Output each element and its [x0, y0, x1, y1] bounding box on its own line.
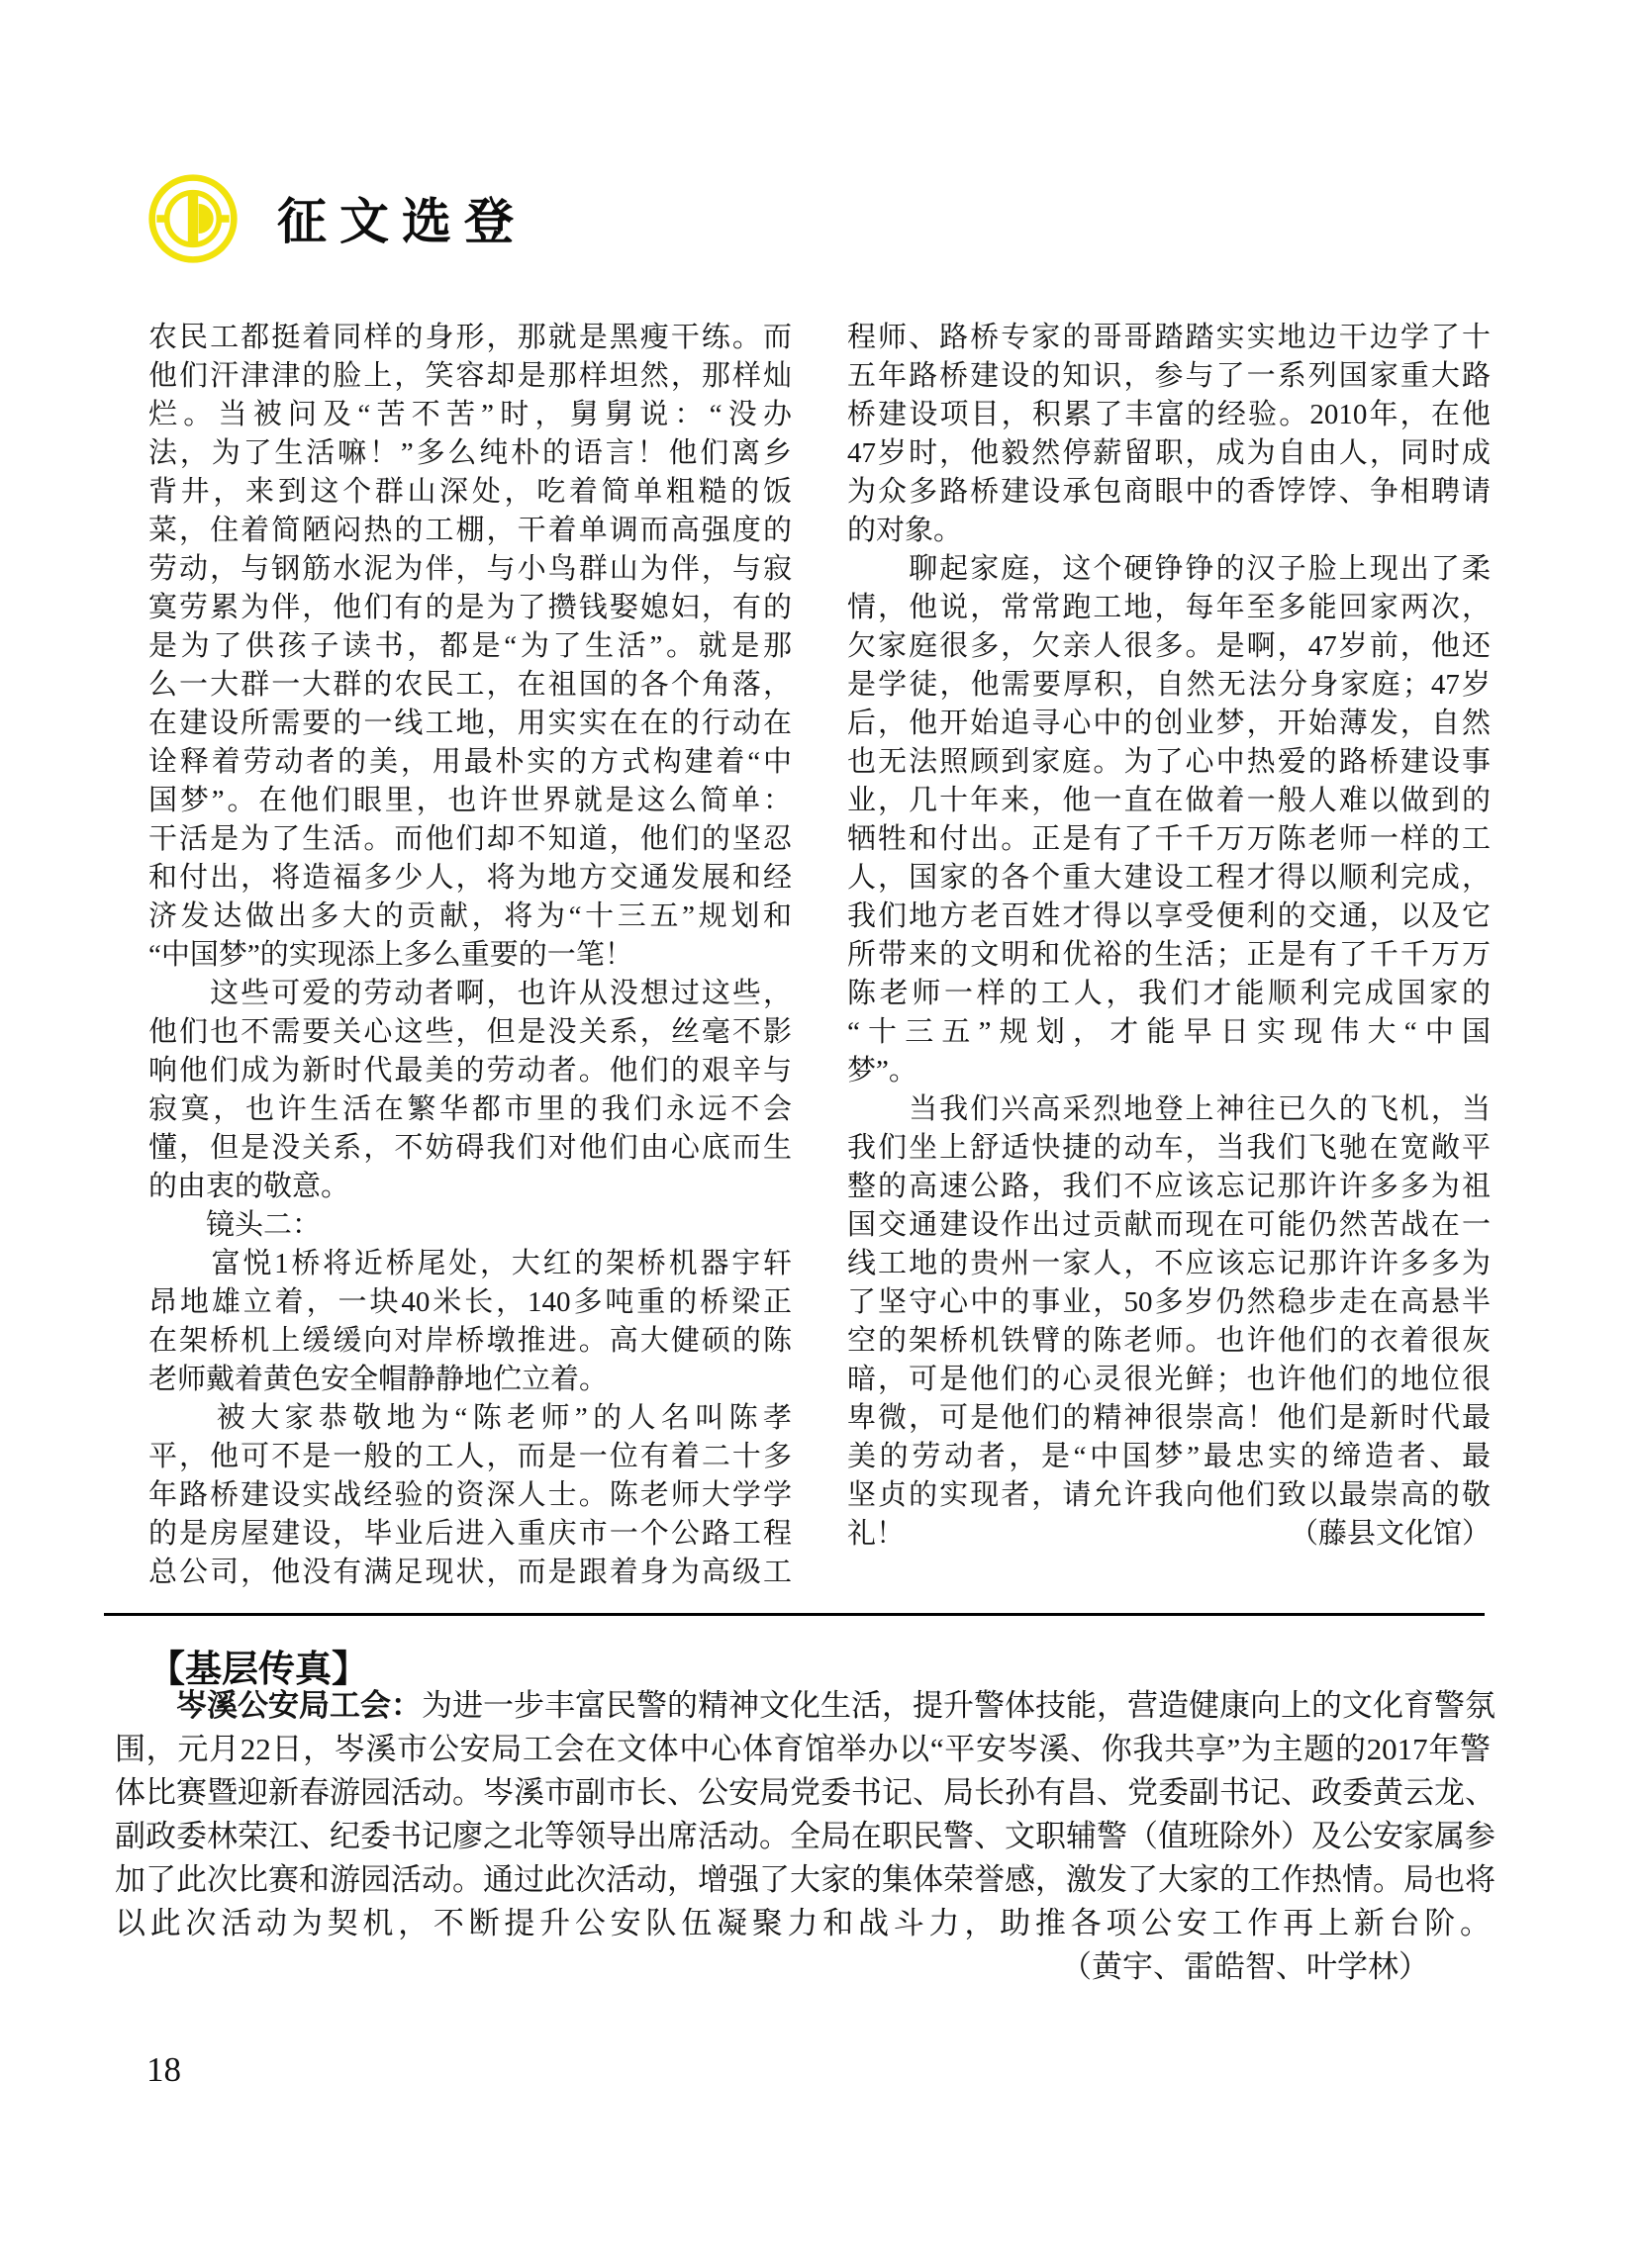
text-line: 的是房屋建设，毕业后进入重庆市一个公路工程: [148, 1518, 792, 1550]
section-lines: [115, 1728, 1495, 1945]
article-right-column: [847, 319, 1491, 1592]
text-line: 围，元月22日，岑溪市公安局工会在文体中心体育馆举办以“平安岑溪、你我共享”为主题的2017年警: [115, 1732, 1491, 1766]
text-line: 济发达做出多大的贡献，将为“十三五”规划和: [148, 900, 792, 932]
text-line: 响他们成为新时代最美的劳动者。他们的艰辛与: [148, 1055, 792, 1087]
text-line: 是学徒，他需要厚积，自然无法分身家庭；47岁: [847, 669, 1491, 701]
text-line: 牺牲和付出。正是有了千千万万陈老师一样的工: [847, 823, 1491, 855]
text-line: 烂。当被问及“苦不苦”时，舅舅说：“没办: [148, 399, 792, 430]
text-line: 诠释着劳动者的美，用最朴实的方式构建着“中: [148, 746, 792, 778]
section-divider: [104, 1613, 1485, 1616]
text-line: 被大家恭敬地为“陈老师”的人名叫陈孝: [148, 1402, 792, 1434]
text-line: 情，他说，常常跑工地，每年至多能回家两次，: [847, 592, 1491, 623]
text-line: 以此次活动为契机，不断提升公安队伍凝聚力和战斗力，助推各项公安工作再上新台阶。: [115, 1906, 1491, 1940]
text-line: 卑微，可是他们的精神很崇高！他们是新时代最: [847, 1402, 1491, 1434]
text-line: 么一大群一大群的农民工，在祖国的各个角落，: [148, 669, 792, 701]
paragraph: [148, 1399, 792, 1592]
text-line: 当我们兴高采烈地登上神往已久的飞机，当: [847, 1093, 1491, 1125]
paragraph: [148, 975, 792, 1206]
text-line: 所带来的文明和优裕的生活；正是有了千千万万: [847, 939, 1491, 971]
text-line: 他们汗津津的脸上，笑容却是那样坦然，那样灿: [148, 360, 792, 392]
text-line: “中国梦”的实现添上多么重要的一笔！: [148, 939, 633, 971]
text-line: 聊起家庭，这个硬铮铮的汉子脸上现出了柔: [847, 553, 1491, 585]
text-line: 昂地雄立着，一块40米长，140多吨重的桥梁正: [148, 1286, 792, 1318]
text-line: 农民工都挺着同样的身形，那就是黑瘦干练。而: [148, 322, 792, 353]
article-closing-line: [847, 1515, 1491, 1554]
section-body: [115, 1684, 1495, 1989]
paragraph: [847, 1090, 1491, 1515]
text-line: 我们地方老百姓才得以享受便利的交通，以及它: [847, 900, 1491, 932]
article-body: [148, 319, 1491, 1592]
text-line: 整的高速公路，我们不应该忘记那许许多多为祖: [847, 1171, 1491, 1202]
text-line: 空的架桥机铁臂的陈老师。也许他们的衣着很灰: [847, 1325, 1491, 1357]
section-lead-bold: 岑溪公安局工会：: [115, 1688, 422, 1723]
text-line: 寞劳累为伴，他们有的是为了攒钱娶媳妇，有的: [148, 592, 792, 623]
text-line: 加了此次比赛和游园活动。通过此次活动，增强了大家的集体荣誉感，激发了大家的工作热情。局也将: [115, 1862, 1495, 1897]
text-line: 了坚守心中的事业，50多岁仍然稳步走在高悬半: [847, 1286, 1491, 1318]
text-line: 人，国家的各个重大建设工程才得以顺利完成，: [847, 862, 1491, 894]
section-lead-line: [115, 1684, 1495, 1728]
section-lead-rest: 为进一步丰富民警的精神文化生活，提升警体技能，营造健康向上的文化育警氛: [422, 1688, 1495, 1723]
text-line: 体比赛暨迎新春游园活动。岑溪市副市长、公安局党委书记、局长孙有昌、党委副书记、政委黄云龙、: [115, 1775, 1495, 1810]
text-line: 为众多路桥建设承包商眼中的香饽饽、争相聘请: [847, 476, 1491, 508]
text-line: 的由衷的敬意。: [148, 1171, 350, 1202]
text-line: 梦”。: [847, 1055, 917, 1087]
section-header: 【基层传真】: [148, 1650, 368, 1690]
text-line: 后，他开始追寻心中的创业梦，开始薄发，自然: [847, 708, 1491, 739]
text-line: 也无法照顾到家庭。为了心中热爱的路桥建设事: [847, 746, 1491, 778]
text-line: 的对象。: [847, 515, 963, 546]
section-authors-attribution: （黄宇、雷皓智、叶学林）: [1061, 1949, 1429, 1984]
text-line: 在架桥机上缓缓向对岸桥墩推进。高大健硕的陈: [148, 1325, 792, 1357]
text-line: 老师戴着黄色安全帽静静地伫立着。: [148, 1364, 609, 1395]
text-line: 暗，可是他们的心灵很光鲜；也许他们的地位很: [847, 1364, 1491, 1395]
text-line: 欠家庭很多，欠亲人很多。是啊，47岁前，他还: [847, 630, 1491, 662]
page-number: 18: [146, 2050, 181, 2089]
text-line: “十三五”规划，才能早日实现伟大“中国: [847, 1016, 1491, 1048]
text-line: 富悦1桥将近桥尾处，大红的架桥机器宇轩: [148, 1248, 792, 1279]
text-line: 总公司，他没有满足现状，而是跟着身为高级工: [148, 1557, 792, 1588]
text-line: 劳动，与钢筋水泥为伴，与小鸟群山为伴，与寂: [148, 553, 792, 585]
paragraph: [847, 319, 1491, 550]
paragraph: [148, 1206, 792, 1245]
paragraph: [148, 1245, 792, 1399]
text-line: 寂寞，也许生活在繁华都市里的我们永远不会: [148, 1093, 792, 1125]
article-source-attribution: （藤县文化馆）: [1289, 1518, 1491, 1550]
text-line: 年路桥建设实战经验的资深人士。陈老师大学学: [148, 1479, 792, 1511]
text-line: 业，几十年来，他一直在做着一般人难以做到的: [847, 785, 1491, 816]
text-line: 副政委林荣江、纪委书记廖之北等领导出席活动。全局在职民警、文职辅警（值班除外）及公安家属参: [115, 1819, 1495, 1853]
text-line: 这些可爱的劳动者啊，也许从没想过这些，: [148, 978, 792, 1009]
text-line: 线工地的贵州一家人，不应该忘记那许许多多为: [847, 1248, 1491, 1279]
trade-union-emblem-icon: [146, 172, 240, 265]
article-left-column: [148, 319, 792, 1592]
text-line: 陈老师一样的工人，我们才能顺利完成国家的: [847, 978, 1491, 1009]
text-line: 47岁时，他毅然停薪留职，成为自由人，同时成: [847, 437, 1491, 469]
text-line: 是为了供孩子读书，都是“为了生活”。就是那: [148, 630, 792, 662]
text-line: 平，他可不是一般的工人，而是一位有着二十多: [148, 1441, 792, 1472]
text-line: 镜头二：: [148, 1209, 322, 1241]
right-column-paragraphs: [847, 319, 1491, 1515]
text-line: 坚贞的实现者，请允许我向他们致以最崇高的敬: [847, 1479, 1491, 1511]
paragraph: [148, 319, 792, 975]
paragraph: [847, 550, 1491, 1090]
closing-text: 礼！: [847, 1518, 906, 1550]
text-line: 和付出，将造福多少人，将为地方交通发展和经: [148, 862, 792, 894]
text-line: 菜，住着简陋闷热的工棚，干着单调而高强度的: [148, 515, 792, 546]
text-line: 法，为了生活嘛！”多么纯朴的语言！他们离乡: [148, 437, 792, 469]
text-line: 在建设所需要的一线工地，用实实在在的行动在: [148, 708, 792, 739]
text-line: 我们坐上舒适快捷的动车，当我们飞驰在宽敞平: [847, 1132, 1491, 1164]
text-line: 程师、路桥专家的哥哥踏踏实实地边干边学了十: [847, 322, 1491, 353]
text-line: 他们也不需要关心这些，但是没关系，丝毫不影: [148, 1016, 792, 1048]
text-line: 五年路桥建设的知识，参与了一系列国家重大路: [847, 360, 1491, 392]
text-line: 干活是为了生活。而他们却不知道，他们的坚忍: [148, 823, 792, 855]
text-line: 国梦”。在他们眼里，也许世界就是这么简单：: [148, 785, 792, 816]
column-title: 征文选登: [277, 194, 527, 249]
text-line: 背井，来到这个群山深处，吃着简单粗糙的饭: [148, 476, 792, 508]
text-line: 美的劳动者，是“中国梦”最忠实的缔造者、最: [847, 1441, 1491, 1472]
text-line: 懂，但是没关系，不妨碍我们对他们由心底而生: [148, 1132, 792, 1164]
text-line: 国交通建设作出过贡献而现在可能仍然苦战在一: [847, 1209, 1491, 1241]
text-line: 桥建设项目，积累了丰富的经验。2010年，在他: [847, 399, 1491, 430]
